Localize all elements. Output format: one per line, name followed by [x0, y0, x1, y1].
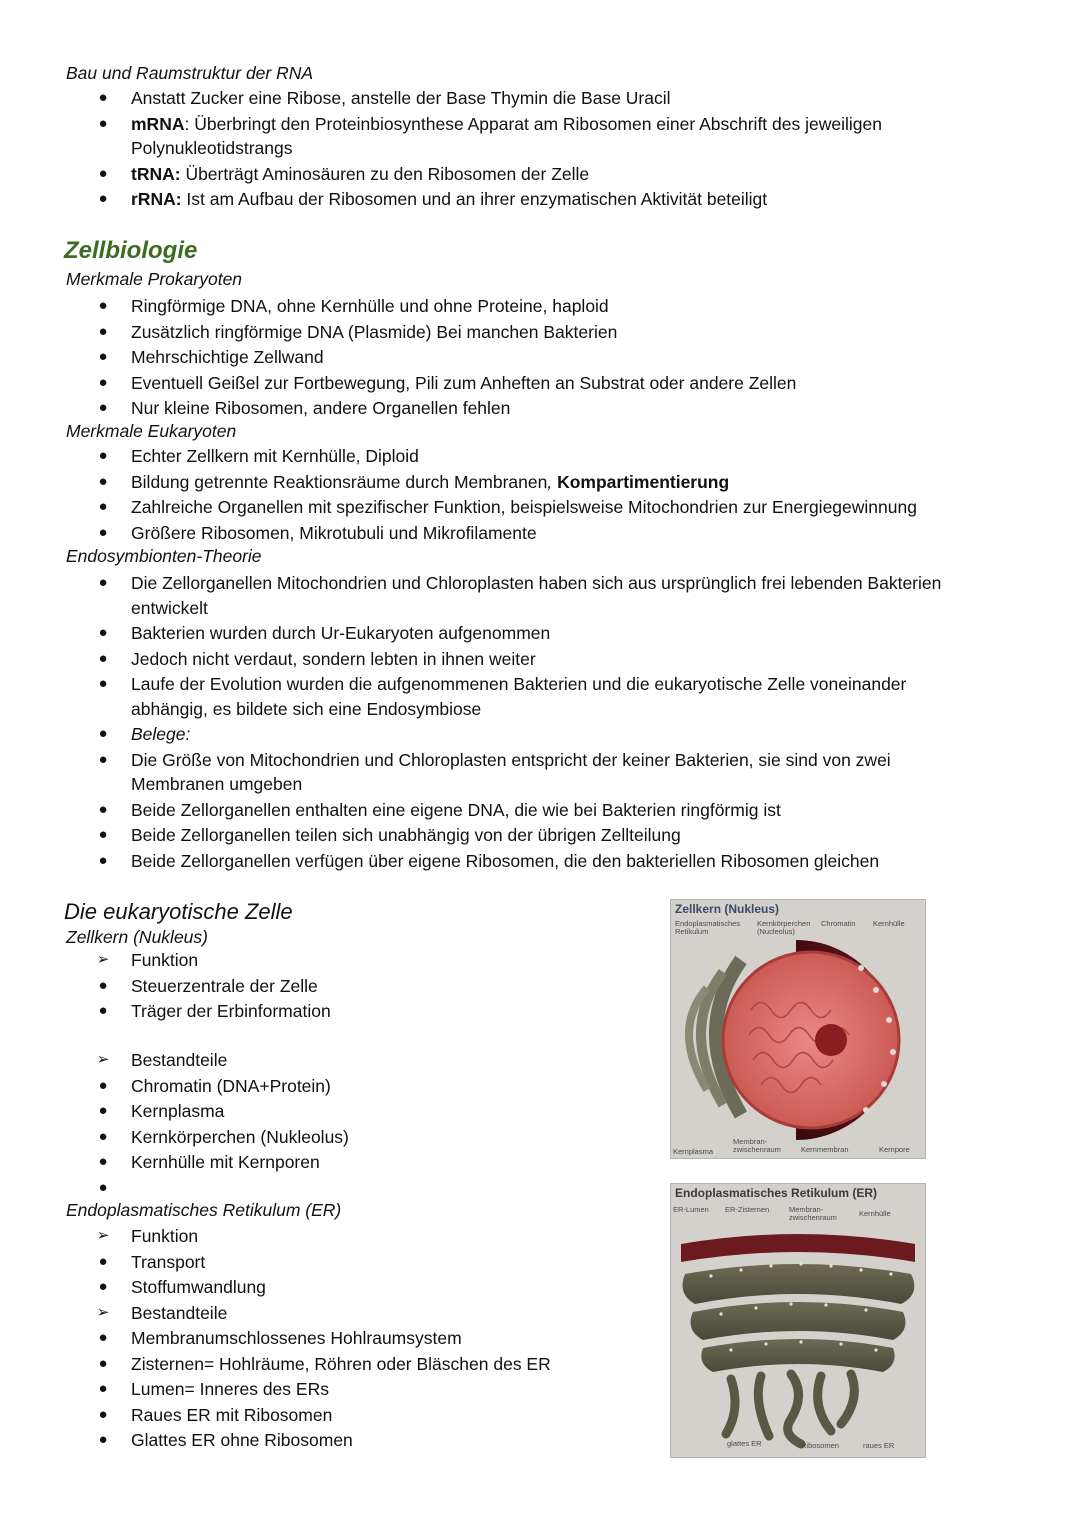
bullet-icon: ●: [98, 447, 108, 464]
bullet-icon: ●: [98, 1102, 108, 1119]
figure-label: Kernkörperchen (Nucleolus): [757, 919, 811, 936]
list-item: ➢ Bestandteile: [0, 1301, 1000, 1326]
list-item: ● tRNA: Überträgt Aminosäuren zu den Ribosomen der Zelle: [0, 162, 1000, 187]
list-item: ● Beide Zellorganellen teilen sich unabhängig von der übrigen Zellteilung: [0, 823, 1000, 848]
list-item: ● Transport: [0, 1250, 1000, 1275]
list-item: ● Anstatt Zucker eine Ribose, anstelle der Base Thymin die Base Uracil: [0, 86, 1000, 111]
bullet-icon: ●: [98, 649, 108, 667]
figure-label: Kernhülle: [873, 919, 905, 928]
list-item: ● Ringförmige DNA, ohne Kernhülle und ohne Proteine, haploid: [0, 294, 1000, 319]
list-item: ➢ Bestandteile: [0, 1048, 1000, 1073]
bullet-icon: ●: [98, 750, 108, 768]
list-item: ● Raues ER mit Ribosomen: [0, 1403, 1000, 1428]
bullet-icon: ●: [98, 523, 108, 541]
bullet-icon: ●: [98, 114, 108, 132]
zellkern-figure: [670, 899, 926, 1159]
list-item: ● Mehrschichtige Zellwand: [0, 345, 1000, 370]
list-item: ● Belege:: [0, 722, 1000, 747]
list-item: ● Lumen= Inneres des ERs: [0, 1377, 1000, 1402]
er-illustration: [671, 1184, 925, 1457]
figure-label: ER-Lumen: [673, 1205, 709, 1214]
arrow-icon: ➢: [96, 1051, 110, 1068]
bullet-icon: ●: [98, 725, 108, 742]
list-item: ● Kernhülle mit Kernporen: [0, 1150, 1000, 1175]
eukaryoten-list: [0, 444, 1000, 546]
bullet-icon: ●: [98, 1153, 108, 1170]
bullet-icon: ●: [98, 1127, 108, 1145]
bullet-icon: ●: [98, 851, 108, 869]
bullet-icon: ●: [98, 1002, 108, 1019]
bullet-icon: ●: [98, 1405, 108, 1423]
list-item: ● Chromatin (DNA+Protein): [0, 1074, 1000, 1099]
figure-label: raues ER: [863, 1441, 895, 1450]
list-item: ● Bildung getrennte Reaktionsräume durch Membranen, Kompartimentierung: [0, 470, 1000, 495]
bullet-icon: ●: [98, 399, 108, 416]
arrow-icon: ➢: [96, 1227, 110, 1244]
er-heading: Endoplasmatisches Retikulum (ER): [66, 1200, 342, 1220]
bullet-icon: ●: [98, 373, 108, 391]
bullet-icon: ●: [98, 574, 108, 591]
bullet-icon: ●: [98, 624, 108, 641]
eukaryoten-heading: Merkmale Eukaryoten: [66, 421, 237, 441]
list-item: ● Eventuell Geißel zur Fortbewegung, Pili zum Anheften an Substrat oder andere Zellen: [0, 371, 1000, 396]
zellkern-heading: Zellkern (Nukleus): [66, 927, 208, 947]
list-item: ● Zisternen= Hohlräume, Röhren oder Bläschen des ER: [0, 1352, 1000, 1377]
bullet-icon: ●: [98, 1252, 108, 1270]
zellbiologie-title: Zellbiologie: [64, 237, 198, 264]
figure-label: Ribosomen: [801, 1441, 839, 1450]
list-item: ● Jedoch nicht verdaut, sondern lebten in ihnen weiter: [0, 647, 1000, 672]
list-item: ● Kernplasma: [0, 1099, 1000, 1124]
bullet-icon: ●: [98, 89, 108, 106]
list-item: ● Die Größe von Mitochondrien und Chloroplasten entspricht der keiner Bakterien, sie sind von zwei Membranen umgeben: [0, 748, 1000, 797]
bullet-icon: ●: [98, 1380, 108, 1397]
list-item: ● Kernkörperchen (Nukleolus): [0, 1125, 1000, 1150]
bullet-icon: ●: [98, 348, 108, 365]
bullet-icon: ●: [98, 675, 108, 692]
prokaryoten-list: [0, 294, 1000, 422]
bullet-icon: ●: [98, 190, 108, 207]
figure-label: Kernplasma: [673, 1147, 714, 1156]
bullet-icon: ●: [98, 498, 108, 515]
figure-label: Kernhülle: [859, 1209, 891, 1218]
zellkern-figure-title: Zellkern (Nukleus): [675, 902, 780, 916]
bullet-icon: ●: [98, 1178, 108, 1196]
list-item: ● Membranumschlossenes Hohlraumsystem: [0, 1326, 1000, 1351]
list-item: ● Beide Zellorganellen enthalten eine eigene DNA, die wie bei Bakterien ringförmig ist: [0, 798, 1000, 823]
bullet-icon: ●: [98, 976, 108, 994]
arrow-icon: ➢: [96, 951, 110, 968]
nucleus-illustration: [671, 900, 925, 1158]
list-item: ➢ Funktion: [0, 1224, 1000, 1249]
list-item: ● rRNA: Ist am Aufbau der Ribosomen und an ihrer enzymatischen Aktivität beteiligt: [0, 187, 1000, 212]
arrow-icon: ➢: [96, 1303, 110, 1321]
er-figure: [670, 1183, 926, 1458]
prokaryoten-heading: Merkmale Prokaryoten: [66, 269, 243, 289]
bullet-icon: ●: [98, 322, 108, 340]
list-item: ● Steuerzentrale der Zelle: [0, 974, 1000, 999]
list-item: ● Stoffumwandlung: [0, 1275, 1000, 1300]
bullet-icon: ●: [98, 1354, 108, 1372]
endosymbionten-list: [0, 571, 1000, 874]
bullet-icon: ●: [98, 1329, 108, 1346]
list-item: ● Laufe der Evolution wurden die aufgenommenen Bakterien und die eukaryotische Zelle voneinander abhängig, es bildete sich eine Endosymbiose: [0, 672, 1000, 721]
list-item: ● Nur kleine Ribosomen, andere Organellen fehlen: [0, 396, 1000, 421]
endosymbionten-heading: Endosymbionten-Theorie: [66, 546, 262, 566]
list-item: ● Bakterien wurden durch Ur-Eukaryoten aufgenommen: [0, 621, 1000, 646]
bullet-icon: ●: [98, 297, 108, 314]
bullet-icon: ●: [98, 164, 108, 182]
er-figure-title: Endoplasmatisches Retikulum (ER): [675, 1186, 878, 1200]
eukaryotische-zelle-title: Die eukaryotische Zelle: [64, 899, 293, 924]
figure-label: Chromatin: [821, 919, 856, 928]
figure-label: Membran-zwischenraum: [789, 1205, 837, 1222]
list-item: ● Glattes ER ohne Ribosomen: [0, 1428, 1000, 1453]
figure-label: Kernmembran: [801, 1145, 849, 1154]
bullet-icon: ●: [98, 1076, 108, 1094]
list-item: ➢ Funktion: [0, 948, 1000, 973]
list-item: ● Echter Zellkern mit Kernhülle, Diploid: [0, 444, 1000, 469]
list-item: ● Beide Zellorganellen verfügen über eigene Ribosomen, die den bakteriellen Ribosomen gleichen: [0, 849, 1000, 874]
bullet-icon: ●: [98, 826, 108, 843]
bullet-icon: ●: [98, 1278, 108, 1295]
rna-heading: Bau und Raumstruktur der RNA: [66, 63, 314, 83]
list-item: ● Die Zellorganellen Mitochondrien und Chloroplasten haben sich aus ursprünglich frei lebenden Bakterien entwickelt: [0, 571, 1000, 620]
list-item: ● Größere Ribosomen, Mikrotubuli und Mikrofilamente: [0, 521, 1000, 546]
bullet-icon: ●: [98, 1431, 108, 1448]
bullet-icon: ●: [98, 800, 108, 818]
figure-label: ER-Zisternen: [725, 1205, 770, 1214]
figure-label: Endoplasmatisches Retikulum: [675, 919, 741, 936]
list-item: ● Zahlreiche Organellen mit spezifischer Funktion, beispielsweise Mitochondrien zur Energiegewinnung: [0, 495, 1000, 520]
figure-label: Membran-zwischenraum: [733, 1137, 781, 1154]
list-item: ● Zusätzlich ringförmige DNA (Plasmide) Bei manchen Bakterien: [0, 320, 1000, 345]
list-item: ● Träger der Erbinformation: [0, 999, 1000, 1024]
bullet-icon: ●: [98, 472, 108, 490]
figure-label: glattes ER: [727, 1439, 762, 1448]
figure-label: Kernpore: [879, 1145, 910, 1154]
list-item: ● mRNA: Überbringt den Proteinbiosynthese Apparat am Ribosomen einer Abschrift des jeweiligen Polynukleotidstrangs: [0, 112, 1000, 161]
rna-list: [0, 86, 1000, 213]
